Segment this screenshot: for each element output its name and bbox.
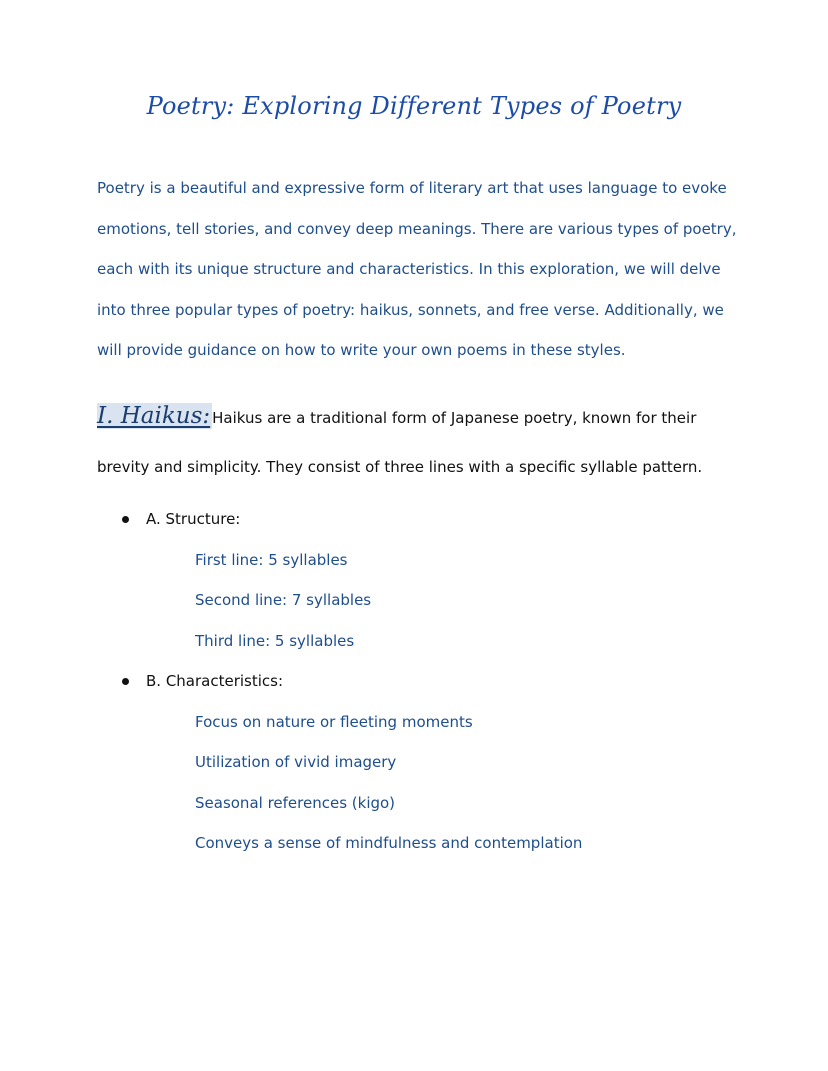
characteristics-item: Focus on nature or fleeting moments xyxy=(195,713,473,731)
structure-bullet xyxy=(122,510,240,528)
structure-item: First line: 5 syllables xyxy=(195,551,348,569)
document-title: Poetry: Exploring Different Types of Poetry xyxy=(146,92,682,120)
structure-label: A. Structure: xyxy=(146,510,241,528)
bullet-dot-icon xyxy=(122,516,129,523)
bullet-dot-icon xyxy=(122,678,129,685)
structure-item: Third line: 5 syllables xyxy=(195,632,355,650)
intro-paragraph: Poetry is a beautiful and expressive form of literary art that uses language to evoke emotions, tell stories, and convey deep meanings. There are various types of poetry, each with its unique structure and characteristics. In this exploration, we will delve into three popular types of poetry: haikus, sonnets, and free verse. Additionally, we will provide guidance on how to write your own poems in these styles. xyxy=(97,179,737,359)
haikus-description: Haikus are a traditional form of Japanese poetry, known for their brevity and simplicity. They consist of three lines with a specific syllable pattern. xyxy=(97,409,703,476)
characteristics-item: Utilization of vivid imagery xyxy=(195,753,397,771)
haikus-heading: I. Haikus: xyxy=(97,403,211,429)
haikus-paragraph xyxy=(97,392,737,492)
characteristics-item: Seasonal references (kigo) xyxy=(195,794,396,812)
characteristics-bullet xyxy=(122,672,283,690)
characteristics-item: Conveys a sense of mindfulness and contemplation xyxy=(195,834,583,852)
characteristics-label: B. Characteristics: xyxy=(146,672,284,690)
structure-item: Second line: 7 syllables xyxy=(195,591,372,609)
